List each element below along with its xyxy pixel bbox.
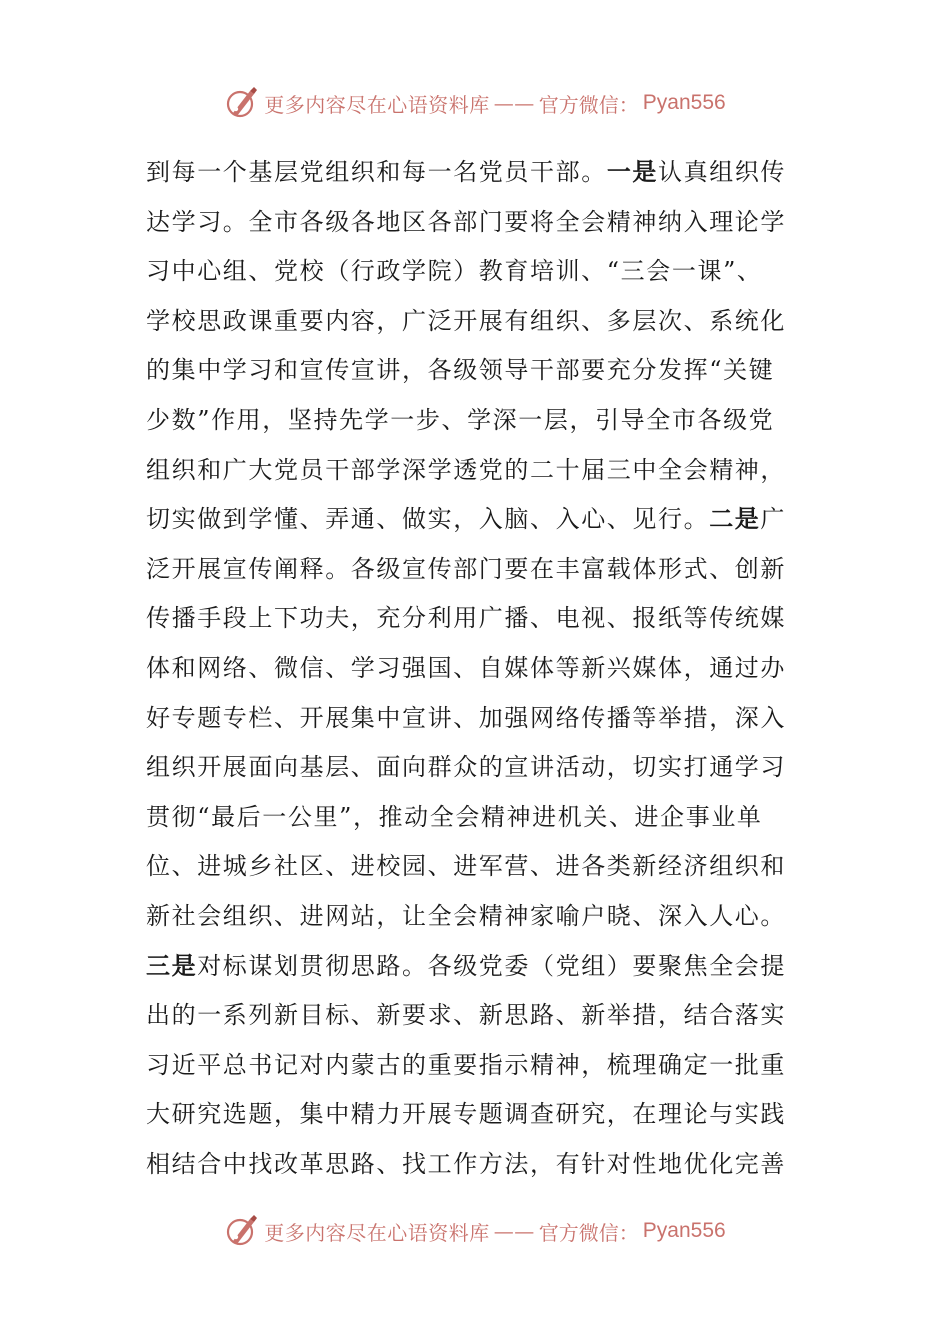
text-line <box>146 346 786 396</box>
text-line <box>146 842 786 892</box>
text-line <box>146 247 786 297</box>
text-line <box>146 148 786 198</box>
header-watermark <box>0 83 950 123</box>
text-span: 体和网络、微信、学习强国、自媒体等新兴媒体，通过办 <box>146 653 786 682</box>
text-span: 组织开展面向基层、面向群众的宣讲活动，切实打通学习 <box>146 753 786 782</box>
text-span: 习近平总书记对内蒙古的重要指示精神，梳理确定一批重 <box>146 1050 786 1079</box>
bold-marker: 二是 <box>709 505 761 534</box>
text-line <box>146 991 786 1041</box>
text-line <box>146 446 786 496</box>
watermark-wechat-id: Pyan556 <box>642 91 726 114</box>
text-span: 出的一系列新目标、新要求、新思路、新举措，结合落实 <box>146 1001 786 1030</box>
text-line <box>146 594 786 644</box>
text-span: 达学习。全市各级各地区各部门要将全会精神纳入理论学 <box>146 207 786 236</box>
footer-watermark <box>0 1211 950 1251</box>
text-span: 传播手段上下功夫，充分利用广播、电视、报纸等传统媒 <box>146 604 786 633</box>
bold-marker: 三是 <box>146 951 198 980</box>
pen-logo-icon <box>224 85 260 121</box>
text-span: 对标谋划贯彻思路。各级党委（党组）要聚焦全会提 <box>197 951 786 980</box>
text-line <box>146 297 786 347</box>
text-span: 泛开展宣传阐释。各级宣传部门要在丰富载体形式、创新 <box>146 554 786 583</box>
text-line <box>146 942 786 992</box>
text-line <box>146 743 786 793</box>
text-line <box>146 892 786 942</box>
bold-marker: 一是 <box>606 158 659 186</box>
text-span: 新社会组织、进网站，让全会精神家喻户晓、深入人心。 <box>146 901 786 930</box>
watermark-wechat-label: 官方微信： <box>538 1220 639 1245</box>
text-span: 相结合中找改革思路、找工作方法，有针对性地优化完善 <box>146 1149 786 1178</box>
text-line <box>146 644 786 694</box>
text-line <box>146 793 786 843</box>
text-line <box>146 1090 786 1140</box>
watermark-dash: —— <box>493 1219 535 1243</box>
text-span: 学校思政课重要内容，广泛开展有组织、多层次、系统化 <box>146 306 786 335</box>
text-line <box>146 694 786 744</box>
text-span: 大研究选题，集中精力开展专题调查研究，在理论与实践 <box>146 1100 786 1129</box>
text-span: 广 <box>760 505 786 534</box>
text-span: 好专题专栏、开展集中宣讲、加强网络传播等举措，深入 <box>146 703 786 732</box>
text-span: 贯彻“最后一公里”，推动全会精神进机关、进企事业单 <box>146 802 763 831</box>
watermark-dash: —— <box>493 91 535 115</box>
text-span: 的集中学习和宣传宣讲，各级领导干部要充分发挥“关键 <box>146 356 775 385</box>
watermark-site-text: 更多内容尽在心语资料库 <box>264 92 490 117</box>
text-span: 切实做到学懂、弄通、做实，入脑、入心、见行。 <box>146 505 710 534</box>
watermark-wechat-label: 官方微信： <box>538 92 639 117</box>
text-span: 组织和广大党员干部学深学透党的二十届三中全会精神， <box>146 455 786 484</box>
text-span: 习中心组、党校（行政学院）教育培训、“三会一课”、 <box>146 257 763 286</box>
text-line <box>146 1140 786 1190</box>
pen-logo-icon <box>224 1213 260 1249</box>
text-line <box>146 545 786 595</box>
text-span: 到每一个基层党组织和每一名党员干部。 <box>146 158 607 186</box>
text-line <box>146 495 786 545</box>
text-line <box>146 198 786 248</box>
text-span: 少数”作用，坚持先学一步、学深一层，引导全市各级党 <box>146 405 775 434</box>
text-line <box>146 396 786 446</box>
text-line <box>146 1041 786 1091</box>
watermark-site-text: 更多内容尽在心语资料库 <box>264 1220 490 1245</box>
text-span: 认真组织传 <box>658 158 786 186</box>
watermark-wechat-id: Pyan556 <box>642 1219 726 1242</box>
text-span: 位、进城乡社区、进校园、进军营、进各类新经济组织和 <box>146 852 786 881</box>
document-body <box>146 148 786 1189</box>
